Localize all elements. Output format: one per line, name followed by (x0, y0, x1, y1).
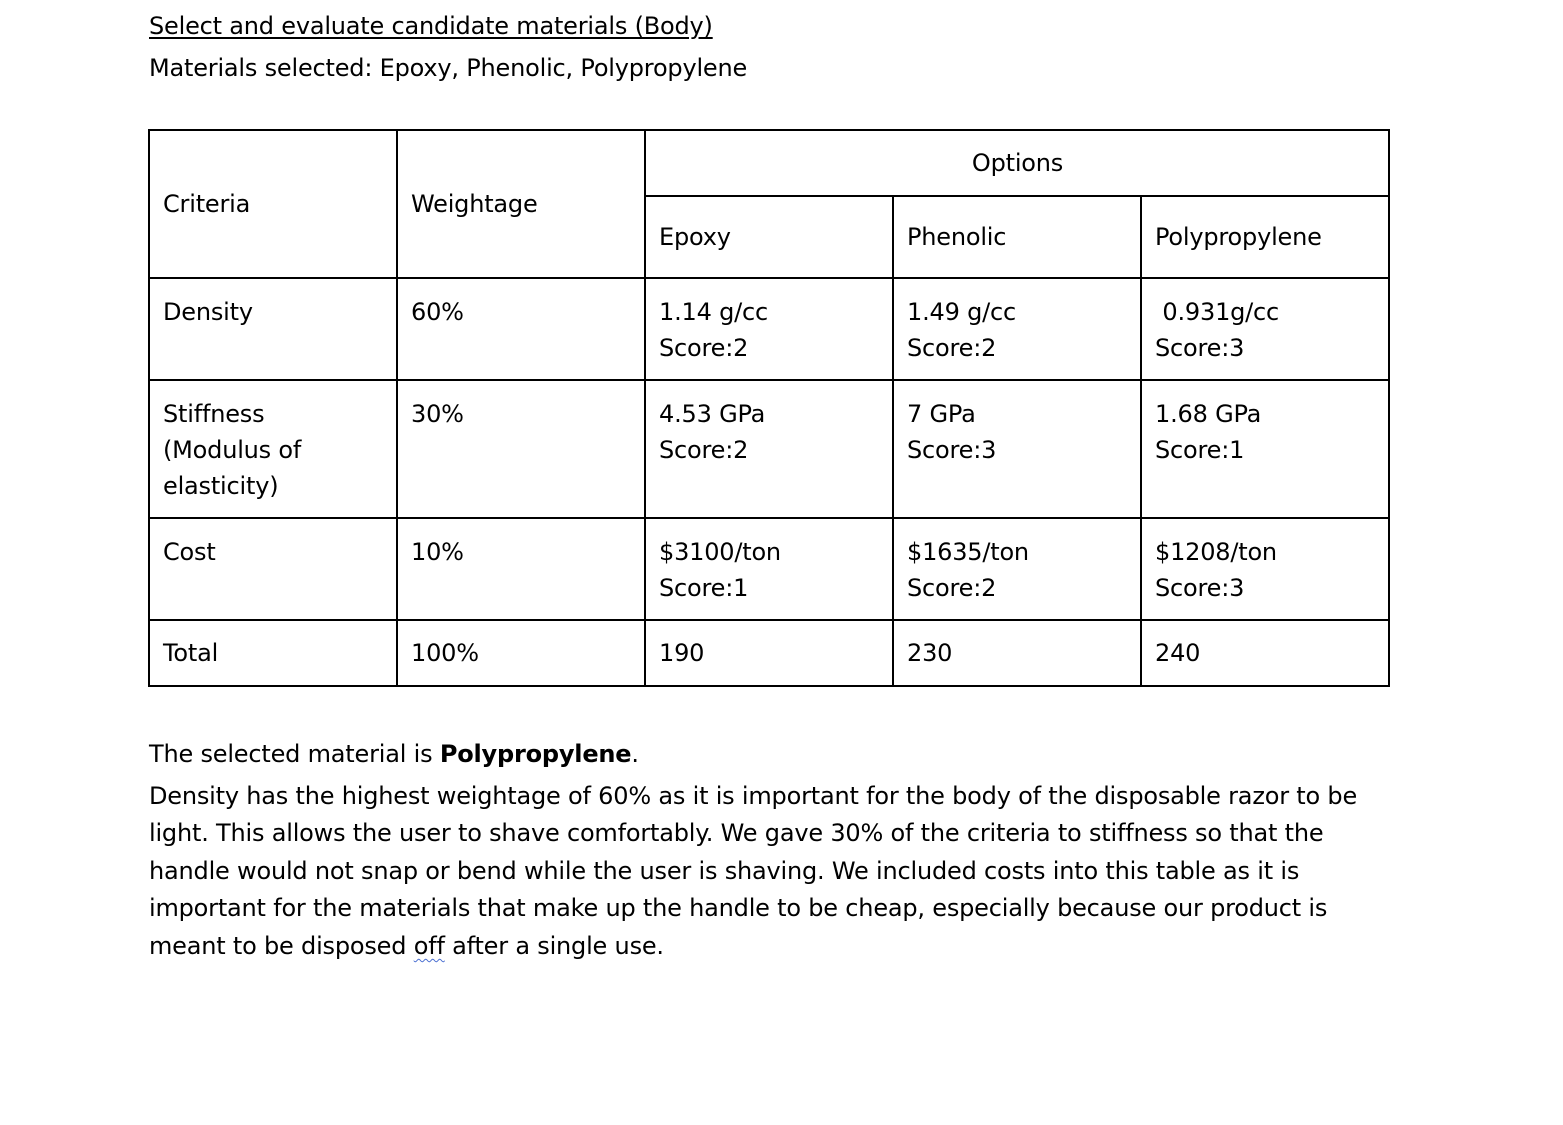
table-cell (645, 620, 893, 686)
total-weightage: 100% (411, 639, 479, 667)
materials-selected-line: Materials selected: Epoxy, Phenolic, Polypropylene (149, 54, 748, 82)
criteria-stiffness-line2: (Modulus of (163, 436, 302, 464)
phenolic-stiffness-value: 7 GPa (907, 400, 976, 428)
conclusion-suffix: . (631, 740, 639, 768)
conclusion-prefix: The selected material is (149, 740, 440, 768)
weightage-header-cell (397, 130, 645, 278)
phenolic-cost-value: $1635/ton (907, 538, 1029, 566)
discussion-text (149, 736, 1369, 966)
explanation-text: Density has the highest weightage of 60% as it is important for the body of the disposable razor to be light. This allows the user to shave comfortably. We gave 30% of the criteria to stiffness so that the handle would not snap or bend while the user is shaving. We included costs into this table as it is important for the materials that make up the handle to be cheap, especially because our product is meant to be disposed (149, 781, 1358, 960)
phenolic-cost-score: Score:2 (907, 574, 997, 602)
table-cell (893, 620, 1141, 686)
epoxy-stiffness-value: 4.53 GPa (659, 400, 766, 428)
option-header-phenolic-cell (893, 196, 1141, 278)
criteria-density: Density (163, 298, 253, 326)
table-cell (149, 620, 397, 686)
section-heading: Select and evaluate candidate materials (Body) (149, 12, 713, 40)
total-phenolic: 230 (907, 639, 953, 667)
criteria-stiffness-line3: elasticity) (163, 472, 279, 500)
option-header-epoxy-cell (645, 196, 893, 278)
option-header-polypropylene: Polypropylene (1155, 223, 1322, 251)
total-label: Total (163, 639, 219, 667)
table-cell (893, 380, 1141, 518)
epoxy-stiffness-score: Score:2 (659, 436, 749, 464)
options-header: Options (971, 149, 1064, 177)
table-row-total (149, 620, 1389, 686)
options-header-cell (645, 130, 1389, 196)
table-cell (1141, 380, 1389, 518)
table-cell (1141, 518, 1389, 620)
weightage-cost: 10% (411, 538, 464, 566)
table-cell (149, 380, 397, 518)
table-row-cost (149, 518, 1389, 620)
table-cell (893, 278, 1141, 380)
table-cell (397, 518, 645, 620)
criteria-cost: Cost (163, 538, 216, 566)
table-row-stiffness (149, 380, 1389, 518)
total-epoxy: 190 (659, 639, 705, 667)
weightage-stiffness: 30% (411, 400, 464, 428)
spellcheck-flagged-word[interactable]: off (413, 931, 445, 960)
option-header-polypropylene-cell (1141, 196, 1389, 278)
polypropylene-cost-score: Score:3 (1155, 574, 1245, 602)
table-cell (397, 278, 645, 380)
criteria-stiffness-line1: Stiffness (163, 400, 265, 428)
table-cell (1141, 620, 1389, 686)
selected-material: Polypropylene (439, 740, 632, 768)
table-header-row (149, 130, 1389, 196)
epoxy-cost-score: Score:1 (659, 574, 749, 602)
epoxy-density-score: Score:2 (659, 334, 749, 362)
table-cell (645, 518, 893, 620)
option-header-epoxy: Epoxy (659, 223, 731, 251)
explanation-ending: after a single use. (444, 931, 664, 960)
polypropylene-density-score: Score:3 (1155, 334, 1245, 362)
table-cell (893, 518, 1141, 620)
polypropylene-stiffness-value: 1.68 GPa (1155, 400, 1262, 428)
conclusion-sentence (149, 736, 1369, 774)
epoxy-density-value: 1.14 g/cc (659, 298, 768, 326)
table-cell (397, 620, 645, 686)
table-cell (645, 380, 893, 518)
weightage-header: Weightage (411, 190, 538, 218)
option-header-phenolic: Phenolic (907, 223, 1007, 251)
criteria-header-cell (149, 130, 397, 278)
table-cell (645, 278, 893, 380)
polypropylene-density-value: 0.931g/cc (1155, 298, 1280, 326)
polypropylene-cost-value: $1208/ton (1155, 538, 1277, 566)
polypropylene-stiffness-score: Score:1 (1155, 436, 1245, 464)
table-cell (397, 380, 645, 518)
table-cell (149, 518, 397, 620)
table-cell (149, 278, 397, 380)
total-polypropylene: 240 (1155, 639, 1201, 667)
criteria-header: Criteria (163, 190, 251, 218)
table-row-density (149, 278, 1389, 380)
epoxy-cost-value: $3100/ton (659, 538, 781, 566)
material-decision-table (148, 129, 1390, 687)
phenolic-density-value: 1.49 g/cc (907, 298, 1016, 326)
phenolic-stiffness-score: Score:3 (907, 436, 997, 464)
weightage-density: 60% (411, 298, 464, 326)
table-cell (1141, 278, 1389, 380)
phenolic-density-score: Score:2 (907, 334, 997, 362)
explanation-paragraph (149, 778, 1369, 966)
